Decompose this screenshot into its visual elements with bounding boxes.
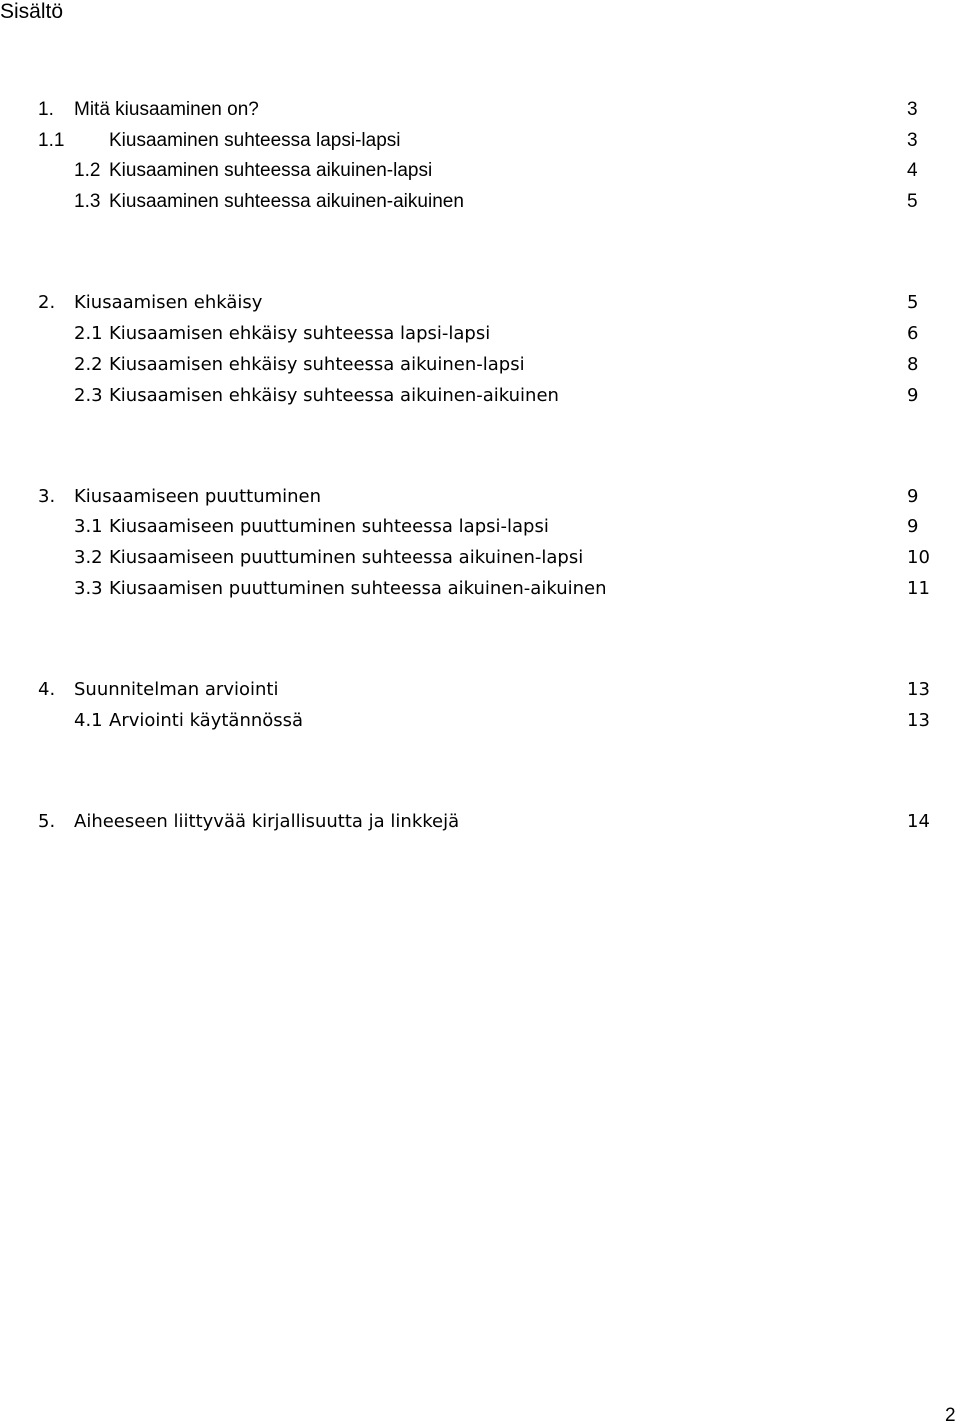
- toc-title: Arviointi käytännössä: [109, 710, 304, 731]
- toc-title: Aiheeseen liittyvää kirjallisuutta ja linkkejä: [74, 811, 460, 832]
- toc-title: Kiusaamisen ehkäisy: [74, 292, 263, 313]
- toc-number: 1.3: [74, 191, 101, 212]
- toc-title: Kiusaaminen suhteessa aikuinen-aikuinen: [109, 191, 464, 212]
- toc-title: Mitä kiusaaminen on?: [74, 99, 259, 120]
- toc-number: 1.1: [38, 130, 65, 151]
- toc-title: Kiusaamiseen puuttuminen suhteessa lapsi-lapsi: [109, 516, 549, 537]
- toc-entry-3-2[interactable]: [0, 546, 960, 570]
- toc-number: 3.1: [74, 516, 103, 537]
- toc-title: Kiusaaminen suhteessa lapsi-lapsi: [109, 130, 401, 151]
- toc-number: 4.: [38, 679, 56, 700]
- toc-title: Kiusaamiseen puuttuminen: [74, 486, 322, 507]
- toc-entry-1-3[interactable]: [0, 190, 960, 214]
- toc-page: 13: [907, 679, 930, 700]
- toc-number: 1.2: [74, 160, 101, 181]
- toc-page: 9: [907, 385, 919, 406]
- toc-entry-1-1[interactable]: [0, 129, 960, 153]
- toc-entry-2[interactable]: [0, 291, 960, 315]
- toc-number: 2.2: [74, 354, 103, 375]
- toc-number: 3.2: [74, 547, 103, 568]
- toc-title: Suunnitelman arviointi: [74, 679, 279, 700]
- toc-number: 5.: [38, 811, 56, 832]
- toc-page: 5: [907, 292, 919, 313]
- toc-number: 4.1: [74, 710, 103, 731]
- toc-page: 9: [907, 516, 919, 537]
- toc-page: 3: [907, 99, 918, 120]
- toc-number: 3.: [38, 486, 56, 507]
- toc-entry-1-2[interactable]: [0, 159, 960, 183]
- toc-entry-1[interactable]: [0, 98, 960, 122]
- toc-entry-3[interactable]: [0, 485, 960, 509]
- toc-title: Kiusaamisen puuttuminen suhteessa aikuinen-aikuinen: [109, 578, 607, 599]
- toc-page: 13: [907, 710, 930, 731]
- toc-number: 1.: [38, 99, 54, 120]
- toc-page: 10: [907, 547, 930, 568]
- toc-entry-3-1[interactable]: [0, 515, 960, 539]
- toc-page: 5: [907, 191, 918, 212]
- toc-page: 6: [907, 323, 919, 344]
- toc-number: 3.3: [74, 578, 103, 599]
- toc-title: Kiusaamiseen puuttuminen suhteessa aikuinen-lapsi: [109, 547, 584, 568]
- toc-title: Kiusaamisen ehkäisy suhteessa aikuinen-aikuinen: [109, 385, 559, 406]
- toc-entry-4[interactable]: [0, 678, 960, 702]
- toc-entry-2-1[interactable]: [0, 322, 960, 346]
- toc-entry-4-1[interactable]: [0, 709, 960, 733]
- toc-page: 14: [907, 811, 930, 832]
- toc-entry-5[interactable]: [0, 810, 960, 834]
- toc-title: Kiusaaminen suhteessa aikuinen-lapsi: [109, 160, 433, 181]
- toc-entry-3-3[interactable]: [0, 577, 960, 601]
- toc-number: 2.: [38, 292, 56, 313]
- toc-number: 2.3: [74, 385, 103, 406]
- toc-page: 4: [907, 160, 918, 181]
- toc-entry-2-3[interactable]: [0, 384, 960, 408]
- toc-title: Kiusaamisen ehkäisy suhteessa lapsi-lapsi: [109, 323, 491, 344]
- toc-page: 3: [907, 130, 918, 151]
- toc-number: 2.1: [74, 323, 103, 344]
- toc-entry-2-2[interactable]: [0, 353, 960, 377]
- toc-page: 11: [907, 578, 930, 599]
- toc-title: Kiusaamisen ehkäisy suhteessa aikuinen-lapsi: [109, 354, 525, 375]
- page-title: Sisältö: [0, 0, 64, 23]
- toc-page: 9: [907, 486, 919, 507]
- toc-page: 8: [907, 354, 919, 375]
- page-number: 2: [945, 1405, 956, 1426]
